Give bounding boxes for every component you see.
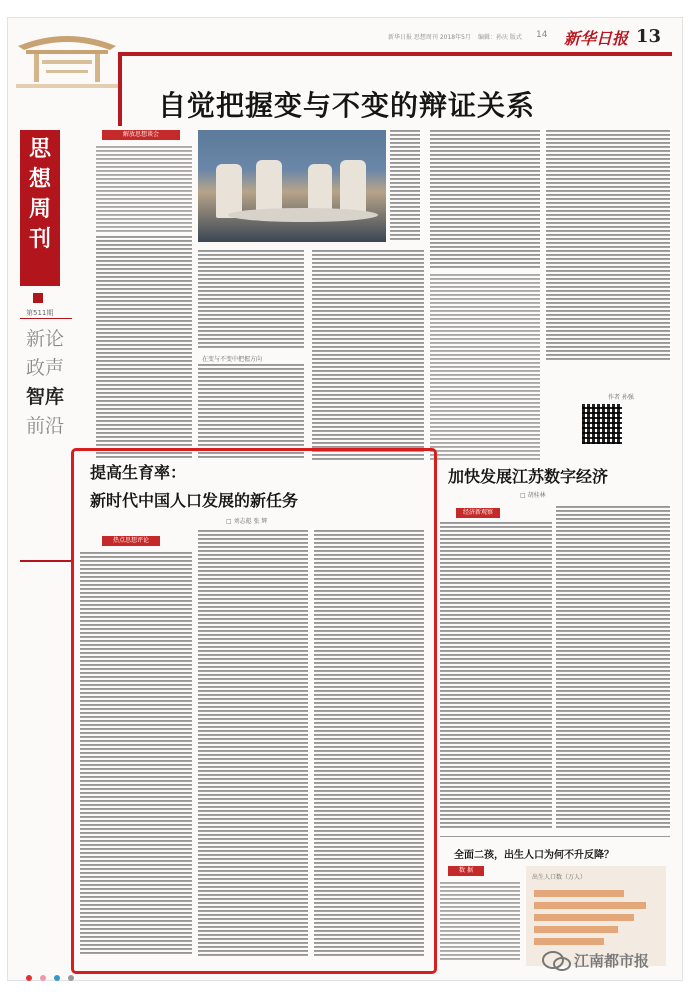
issue-label: 第511期: [26, 309, 54, 317]
text-column: [80, 552, 192, 956]
text-column: [96, 236, 192, 460]
text-column: [312, 250, 424, 460]
text-column: [430, 274, 540, 460]
round-table: [228, 208, 378, 222]
chart-bar: [534, 890, 624, 897]
forum-photo: [198, 130, 386, 242]
top-author: 作者 孙强: [608, 394, 634, 401]
section-bottom-rule: [20, 560, 72, 562]
person-figure: [216, 164, 242, 218]
header-page-small: 14: [536, 30, 548, 40]
section-nav: [26, 328, 66, 444]
footer-dots: [26, 966, 74, 985]
chart-box-rule: [440, 836, 670, 837]
section-nav-item: 前沿: [26, 415, 65, 437]
newspaper-page: [8, 18, 682, 980]
top-headline: 自觉把握变与不变的辩证关系: [158, 89, 536, 122]
text-column: [556, 506, 670, 828]
wechat-icon: [542, 950, 572, 972]
watermark-text: 江南都市报: [574, 952, 650, 970]
top-article-tag: 解放思想谈会: [102, 130, 180, 140]
right-tag: 经济新观察: [456, 508, 500, 518]
mini-chart-legend: 出生人口数（万人）: [532, 874, 587, 881]
text-column: [96, 146, 192, 232]
section-title-char: 刊: [28, 226, 51, 252]
section-title-char: 思: [28, 136, 51, 162]
highlight-title-line1: 提高生育率：: [90, 463, 187, 482]
page-number: 13: [636, 26, 662, 47]
chart-bar: [534, 938, 604, 945]
chart-bar: [534, 926, 618, 933]
text-column: [430, 130, 540, 268]
highlight-tag: 热点思想评论: [102, 536, 160, 546]
pavilion-ornament: [12, 24, 122, 94]
text-column: [198, 250, 304, 350]
newspaper-brand: 新华日报: [564, 29, 629, 48]
section-title: [20, 130, 60, 286]
top-sub-heading: 在变与不变中把握方向: [202, 356, 263, 363]
text-column: [440, 882, 520, 962]
text-column: [198, 364, 304, 460]
section-title-char: 周: [28, 196, 51, 222]
right-byline: □ 胡桂林: [520, 492, 546, 499]
highlight-byline: □ 刘志彪 张 辉: [226, 518, 268, 525]
right-headline: 加快发展江苏数字经济: [448, 467, 609, 486]
header-meta-left: 新华日报 思想周刊 2018年5月: [388, 34, 471, 41]
top-red-rule: [118, 52, 672, 56]
section-title-char: 想: [28, 166, 51, 192]
qr-code[interactable]: [582, 404, 622, 444]
section-divider: [20, 318, 72, 319]
text-column: [440, 522, 552, 828]
text-column: [198, 530, 308, 956]
chart-box-title: 全面二孩，出生人口为何不升反降？: [454, 850, 614, 861]
text-column: [390, 130, 420, 242]
section-nav-item-active: 智库: [26, 386, 65, 408]
left-red-rule: [118, 56, 122, 126]
highlight-title-line2: 新时代中国人口发展的新任务: [90, 491, 299, 510]
chart-bar: [534, 914, 634, 921]
section-dot-icon: [33, 293, 43, 303]
text-column: [546, 130, 670, 360]
text-column: [314, 530, 424, 956]
section-nav-item: 新论: [26, 328, 65, 350]
chart-bar: [534, 902, 646, 909]
chart-box-tag: 数 据: [448, 866, 484, 876]
section-nav-item: 政声: [26, 357, 65, 379]
header-meta-right: 编辑：孙庆 版式: [478, 34, 522, 41]
